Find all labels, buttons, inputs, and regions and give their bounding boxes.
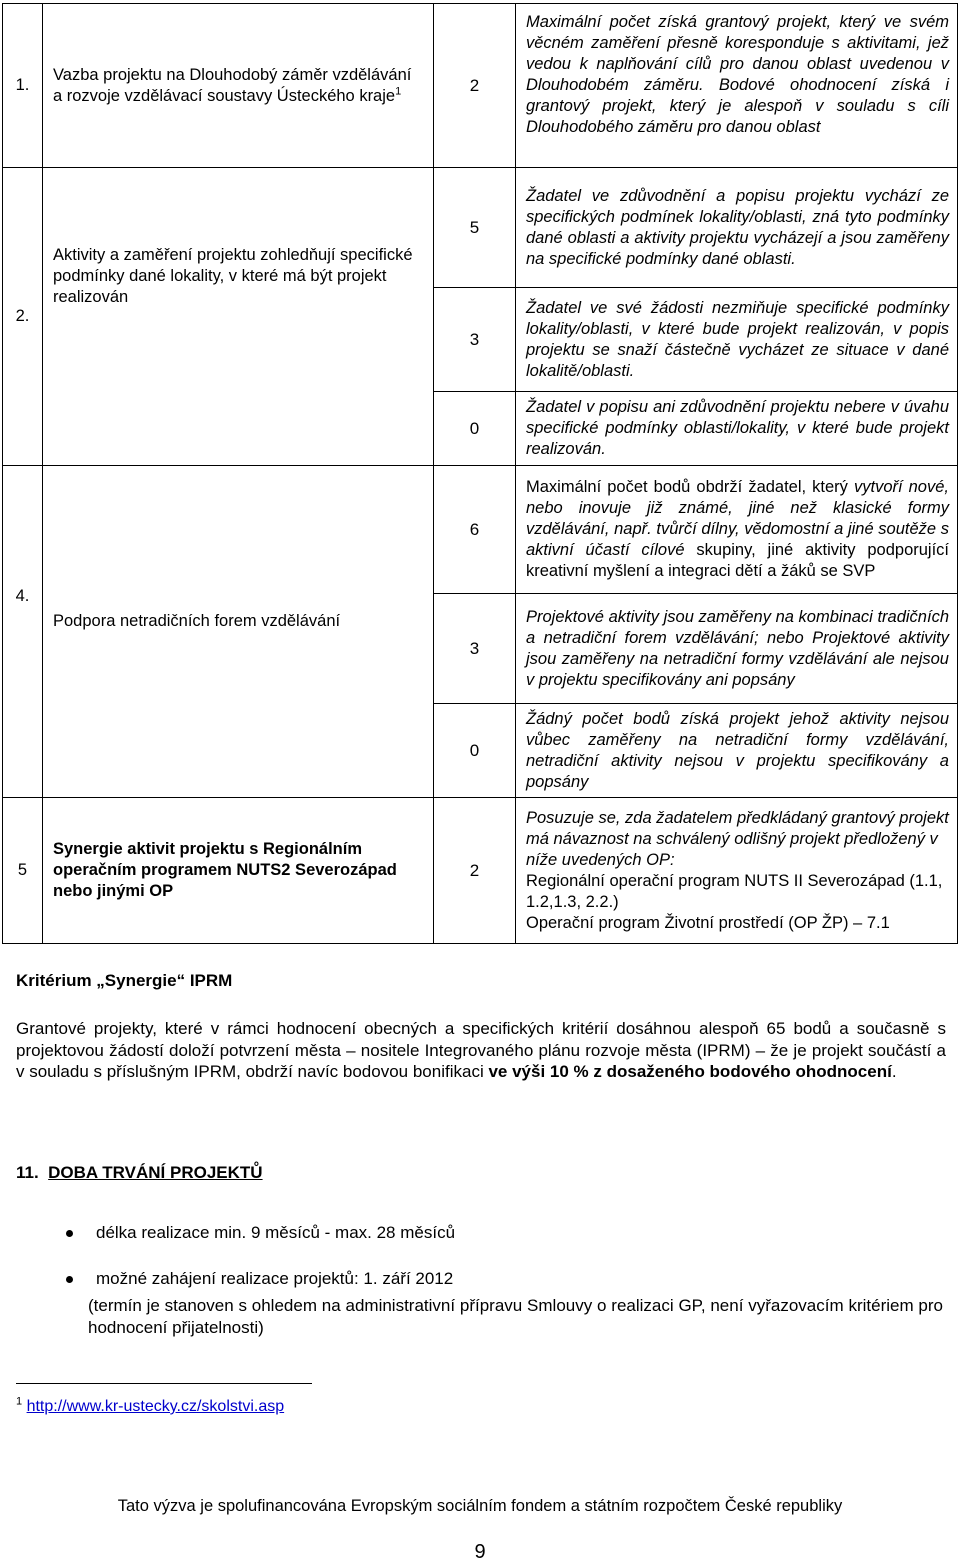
bullet-icon <box>66 1276 73 1283</box>
criterion-name <box>43 168 434 466</box>
criterion-description <box>516 168 958 288</box>
description-text: Projektové aktivity jsou zaměřeny na kombinaci tradičních a netradiční forem vzdělávání; nebo Projektové aktivity jsou zaměřeny na netradiční formy vzdělávání ale nejsou v projektu specifikovány ani popsány <box>526 607 949 689</box>
criterion-row-5 <box>3 798 958 944</box>
description-text: Maximální počet bodů obdrží žadatel, který <box>526 478 848 496</box>
synergie-bonus: ve výši 10 % z dosaženého bodového ohodnocení <box>488 1062 892 1081</box>
page-number: 9 <box>474 1541 486 1563</box>
duration-heading <box>16 1162 946 1184</box>
criterion-description <box>516 4 958 168</box>
footnote-number: 1 <box>16 1395 23 1408</box>
duration-list <box>16 1222 946 1294</box>
criterion-name-text: Synergie aktivit projektu s Regionálním operačním programem NUTS2 Severozápad nebo jinými OP <box>53 840 397 900</box>
footnote <box>16 1395 285 1416</box>
criterion-number: 2. <box>3 168 43 466</box>
description-line: Posuzuje se, zda žadatelem předkládaný grantový projekt má návaznost na schválený odlišný projekt předložený v níže uvedených OP: <box>526 808 949 869</box>
criterion-row-2a <box>3 168 958 288</box>
description-text: Žadatel v popisu ani zdůvodnění projektu nebere v úvahu specifické podmínky oblasti/lokality, v které bude projekt realizován. <box>526 398 949 458</box>
criteria-table <box>2 3 958 944</box>
footnote-separator <box>16 1383 312 1384</box>
section-title: DOBA TRVÁNÍ PROJEKTŮ <box>48 1163 263 1182</box>
criterion-name-text: Vazba projektu na Dlouhodobý záměr vzdělávání a rozvoje vzdělávací soustavy Ústeckého kraje <box>53 65 412 105</box>
description-text: Žádný počet bodů získá projekt jehož aktivity nejsou vůbec zaměřeny na netradiční formy vzdělávání, netradiční aktivity nejsou v projektu specifikovány a popsány <box>526 709 949 791</box>
criterion-points: 2 <box>434 798 516 944</box>
duration-note: (termín je stanoven s ohledem na administrativní přípravu Smlouvy o realizaci GP, není vyřazovacím kritériem pro hodnocení přijatelnosti) <box>88 1296 943 1337</box>
synergie-paragraph <box>16 1018 946 1083</box>
criterion-name <box>43 4 434 168</box>
criterion-number: 5 <box>3 798 43 944</box>
criterion-points: 5 <box>434 168 516 288</box>
criterion-description <box>516 466 958 594</box>
funding-statement: Tato výzva je spolufinancována Evropským sociálním fondem a státním rozpočtem České republiky <box>117 1497 843 1515</box>
list-item <box>16 1222 946 1248</box>
criterion-points: 2 <box>434 4 516 168</box>
criterion-row-1 <box>3 4 958 168</box>
criterion-points: 3 <box>434 594 516 704</box>
criterion-name-text: Podpora netradičních forem vzdělávání <box>53 612 341 630</box>
criterion-name <box>43 798 434 944</box>
description-line: Regionální operační program NUTS II Severozápad (1.1, 1.2,1.3, 2.2.) <box>526 871 943 911</box>
list-item-text: možné zahájení realizace projektů: 1. září 2012 <box>96 1269 454 1288</box>
list-item <box>16 1268 946 1294</box>
description-text: Žadatel ve zdůvodnění a popisu projektu vychází ze specifických podmínek lokality/oblasti, zná tyto podmínky dané oblasti a aktivity projektu vycházejí a jsou zaměřeny na specifické podmínky dané oblasti. <box>526 186 949 268</box>
criterion-description <box>516 798 958 944</box>
synergie-text: Grantové projekty, které v rámci hodnocení obecných a specifických kritérií dosáhnou alespoň 65 bodů a současně s projektovou žádostí doloží potvrzení města – nositele Integrovaného plánu rozvoje města (IPRM) – že je projekt součástí a v souladu s příslušným IPRM, obdrží navíc bodovou bonifikaci <box>16 1019 946 1081</box>
description-text: skupiny, jiné aktivity podporující kreativní myšlení a integraci dětí a žáků se SVP <box>526 541 950 580</box>
description-text: vytvoří nové, nebo inovuje již známé, jiné než klasické formy vzdělávání, např. tvůrčí dílny, vědomostní a jiné soutěže s aktivní účastí cílové <box>526 478 949 559</box>
list-item-text: délka realizace min. 9 měsíců - max. 28 měsíců <box>96 1223 456 1242</box>
criterion-description <box>516 594 958 704</box>
criterion-points: 6 <box>434 466 516 594</box>
criterion-points: 3 <box>434 288 516 392</box>
description-line: Operační program Životní prostředí (OP ŽP) – 7.1 <box>526 913 890 932</box>
footnote-link[interactable]: http://www.kr-ustecky.cz/skolstvi.asp <box>26 1398 285 1415</box>
description-text: Maximální počet získá grantový projekt, který ve svém věcném zaměření přesně koresponduje s aktivitami, jež vedou k naplňování cílů pro danou oblast uvedenou v Dlouhodobém záměru. Bodové ohodnocení získá i grantový projekt, který je alespoň v souladu s cíli Dlouhodobého záměru pro danou oblast <box>526 13 949 136</box>
criterion-description <box>516 704 958 798</box>
section-number: 11. <box>16 1163 39 1182</box>
bullet-icon <box>66 1230 73 1237</box>
criterion-points: 0 <box>434 704 516 798</box>
footnote-ref: 1 <box>395 85 402 97</box>
synergie-text-end: . <box>891 1062 897 1081</box>
criterion-description <box>516 288 958 392</box>
description-text: Žadatel ve své žádosti nezmiňuje specifické podmínky lokality/oblasti, v které bude projekt realizován, v popis projektu se snaží částečně vycházet ze situace v dané lokalitě/oblasti. <box>526 298 949 380</box>
criterion-row-4a <box>3 466 958 594</box>
criterion-name <box>43 466 434 798</box>
criterion-name-text: Aktivity a zaměření projektu zohledňují specifické podmínky dané lokality, v které má být projekt realizován <box>53 246 413 306</box>
criterion-points: 0 <box>434 392 516 466</box>
criterion-description <box>516 392 958 466</box>
criterion-number: 1. <box>3 4 43 168</box>
criterion-number: 4. <box>3 466 43 798</box>
synergie-heading: Kritérium „Synergie“ IPRM <box>16 971 233 990</box>
